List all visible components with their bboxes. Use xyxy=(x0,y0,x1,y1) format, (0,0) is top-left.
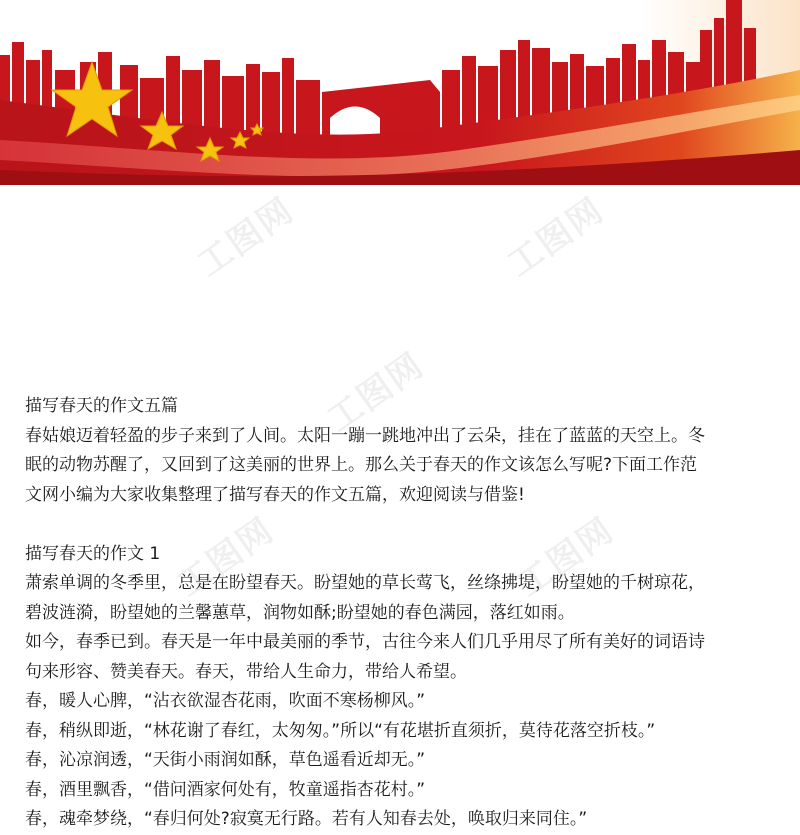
intro-line: 文网小编为大家收集整理了描写春天的作文五篇，欢迎阅读与借鉴! xyxy=(25,484,525,505)
banner-graphic xyxy=(0,0,800,185)
article-body xyxy=(25,392,785,835)
body-line: 如今，春季已到。春天是一年中最美丽的季节，古往今来人们几乎用尽了所有美好的词语诗 xyxy=(25,632,705,652)
body-line: 春，酒里飘香，“借问酒家何处有，牧童遥指杏花村。” xyxy=(25,779,426,800)
watermark: 工图网 xyxy=(170,510,282,605)
section-title: 描写春天的作文 1 xyxy=(25,543,161,564)
intro-line: 眠的动物苏醒了，又回到了这美丽的世界上。那么关于春天的作文该怎么写呢?下面工作范 xyxy=(25,455,698,475)
body-line: 春，稍纵即逝，“林花谢了春红，太匆匆。”所以“有花堪折直须折，莫待花落空折枝。” xyxy=(25,720,656,741)
body-line: 句来形容、赞美春天。春天，带给人生命力，带给人希望。 xyxy=(25,661,467,682)
paragraph-gap xyxy=(25,510,785,540)
article-title: 描写春天的作文五篇 xyxy=(25,396,178,416)
body-line: 萧索单调的冬季里，总是在盼望春天。盼望她的草长莺飞，丝绦拂堤，盼望她的千树琼花， xyxy=(25,573,705,593)
body-line: 碧波涟漪，盼望她的兰馨蕙草，润物如酥;盼望她的春色满园，落红如雨。 xyxy=(25,602,575,623)
watermark: 工图网 xyxy=(510,510,622,605)
watermark: 工图网 xyxy=(190,190,302,285)
body-line: 春，沁凉润透，“天街小雨润如酥，草色遥看近却无。” xyxy=(25,750,426,770)
header-banner xyxy=(0,0,800,185)
watermark: 工图网 xyxy=(320,345,432,440)
intro-line: 春姑娘迈着轻盈的步子来到了人间。太阳一蹦一跳地冲出了云朵，挂在了蓝蓝的天空上。冬 xyxy=(25,425,705,446)
body-line: 春，魂牵梦绕，“春归何处?寂寞无行路。若有人知春去处，唤取归来同住。” xyxy=(25,809,588,829)
watermark: 工图网 xyxy=(500,190,612,285)
body-line: 春，暖人心脾，“沾衣欲湿杏花雨，吹面不寒杨柳风。” xyxy=(25,691,426,711)
